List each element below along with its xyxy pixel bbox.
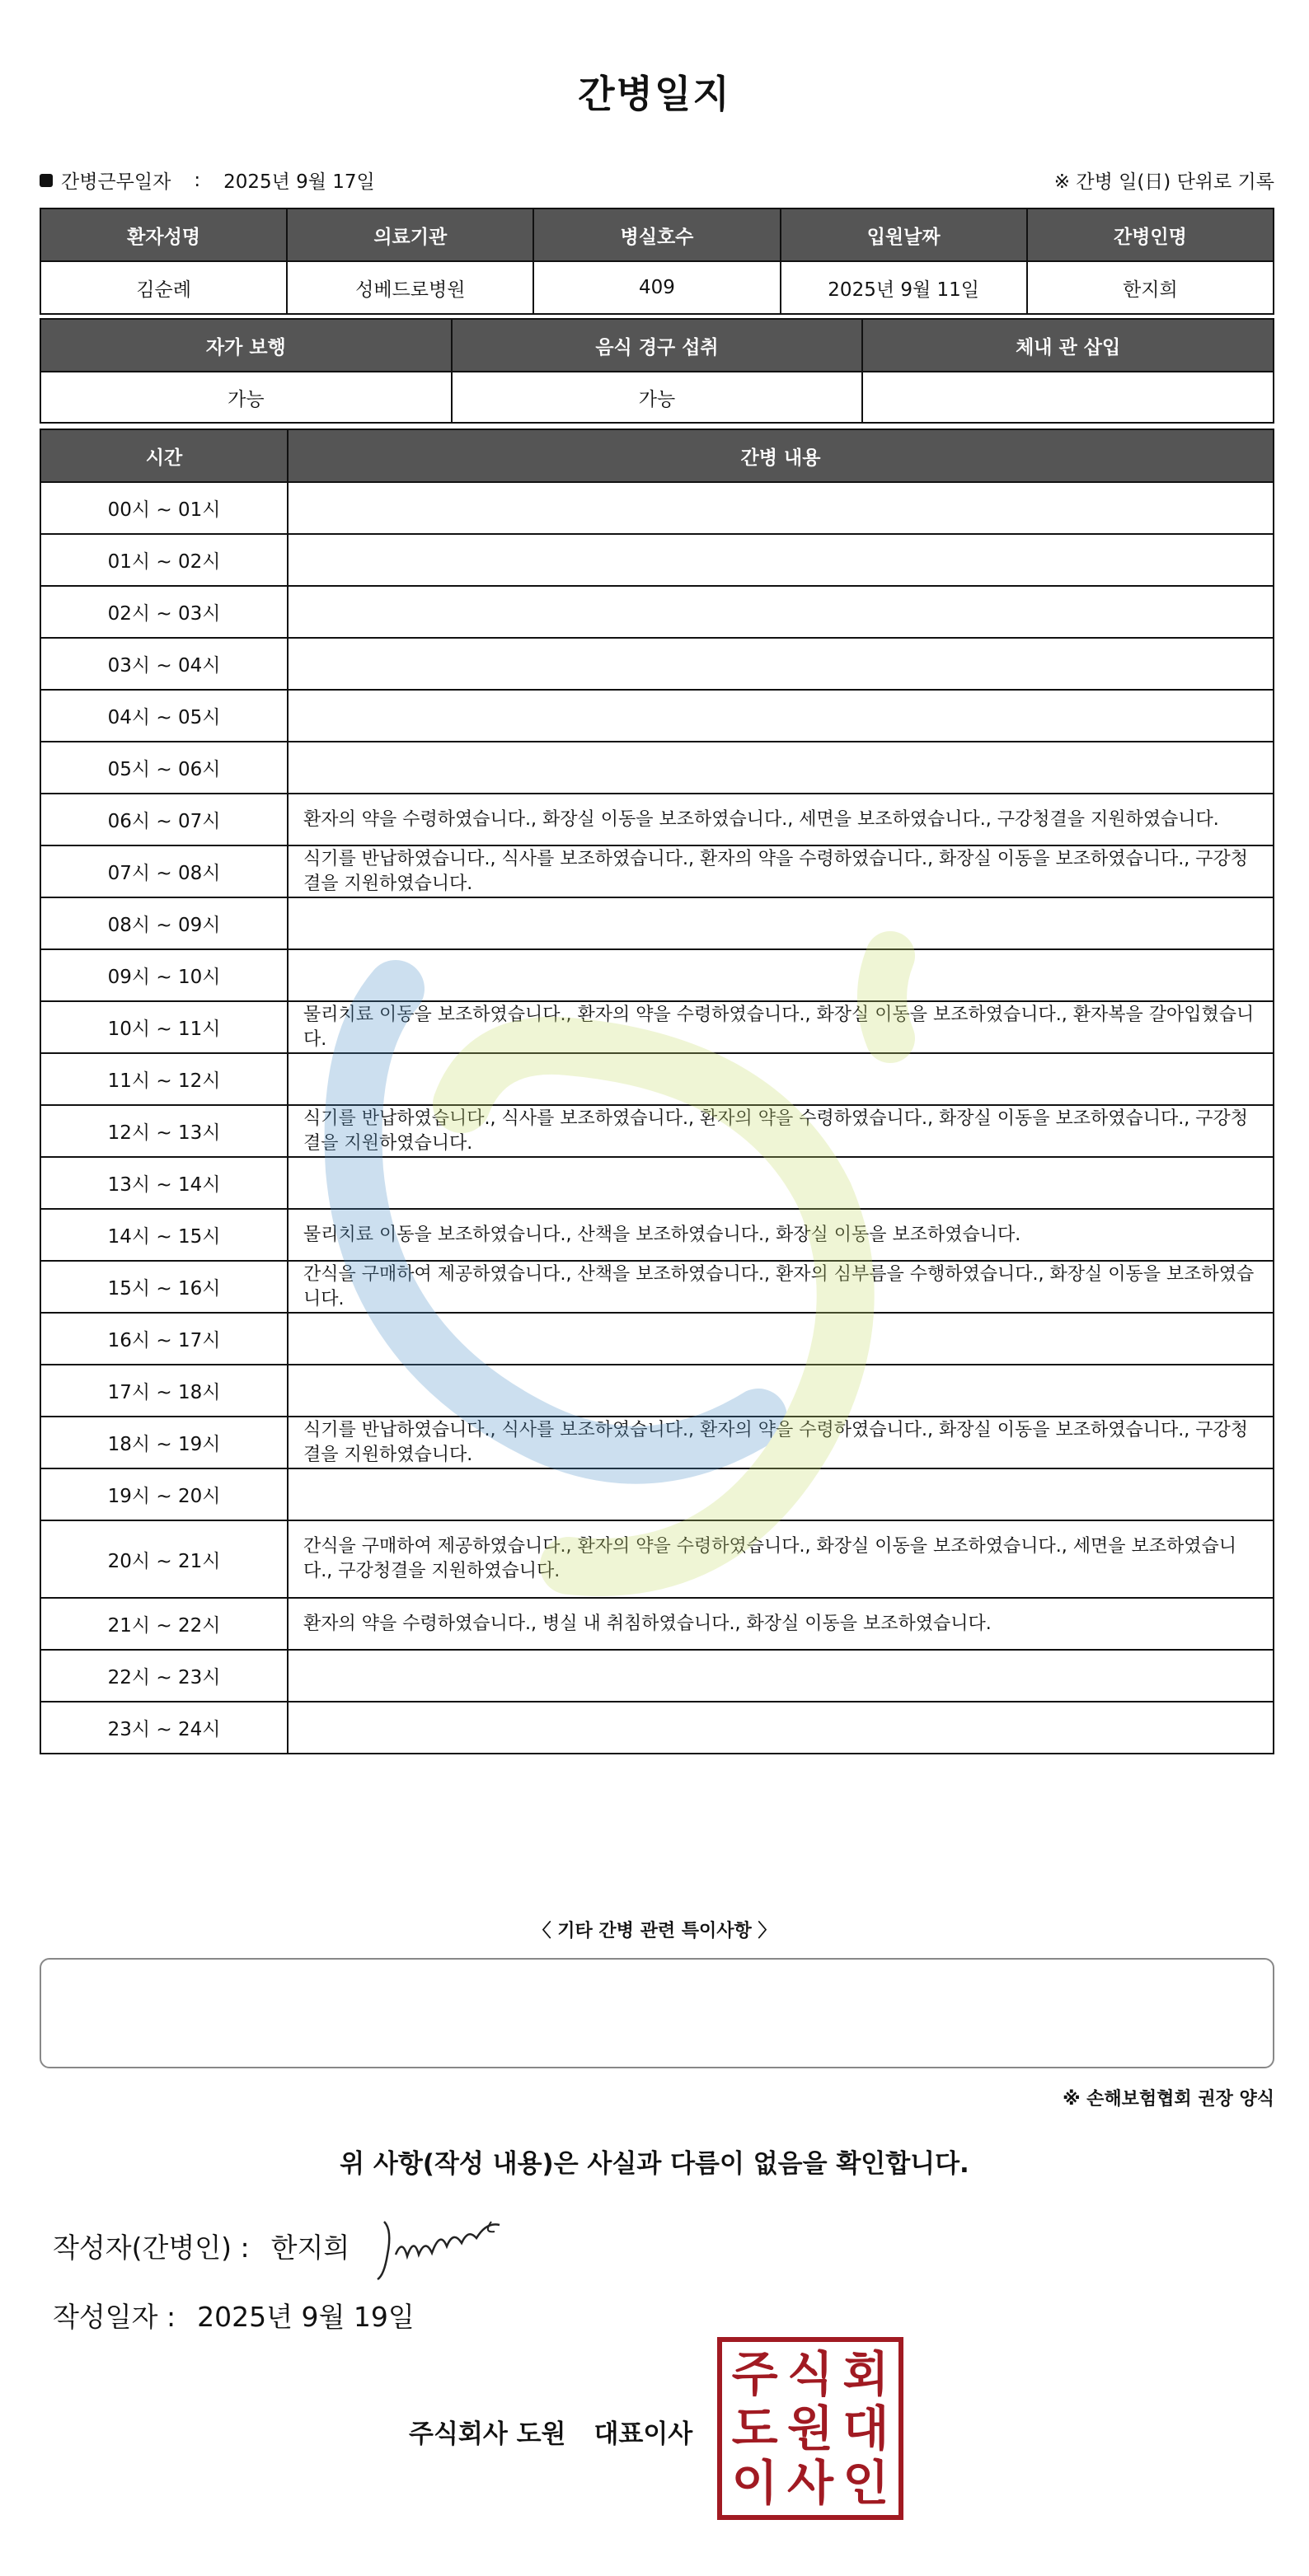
- care-content-cell: 물리치료 이동을 보조하였습니다., 산책을 보조하였습니다., 화장실 이동을 보조하였습니다.: [288, 1209, 1274, 1261]
- care-content-cell: [288, 1365, 1274, 1417]
- time-cell: 13시 ~ 14시: [40, 1157, 288, 1209]
- care-content-cell: [288, 690, 1274, 742]
- oral-intake: 가능: [452, 372, 863, 423]
- table-row: [40, 1365, 1274, 1417]
- care-content-cell: 환자의 약을 수령하였습니다., 화장실 이동을 보조하였습니다., 세면을 보조하였습니다., 구강청결을 지원하였습니다.: [288, 794, 1274, 845]
- header-caregiver: 간병인명: [1027, 208, 1274, 261]
- table-row: [40, 586, 1274, 638]
- company-ceo: 대표이사: [594, 2419, 693, 2449]
- table-row: [40, 1053, 1274, 1105]
- table-row: [40, 1209, 1274, 1261]
- time-cell: 16시 ~ 17시: [40, 1313, 288, 1365]
- time-cell: 17시 ~ 18시: [40, 1365, 288, 1417]
- time-cell: 15시 ~ 16시: [40, 1261, 288, 1313]
- time-cell: 06시 ~ 07시: [40, 794, 288, 845]
- confirmation-text: 위 사항(작성 내용)은 사실과 다름이 없음을 확인합니다.: [340, 2149, 969, 2179]
- care-content-cell: [288, 897, 1274, 949]
- care-content-cell: 환자의 약을 수령하였습니다., 병실 내 취침하였습니다., 화장실 이동을 보조하였습니다.: [288, 1598, 1274, 1650]
- table-row: [40, 690, 1274, 742]
- written-date-line: [53, 2296, 415, 2335]
- company-seal-stamp: 주 식 회 도 원 대 이 사 인: [717, 2337, 903, 2520]
- work-date-value: 2025년 9월 17일: [223, 171, 375, 193]
- patient-status-table: [40, 318, 1274, 424]
- time-cell: 07시 ~ 08시: [40, 845, 288, 897]
- table-row: [40, 1313, 1274, 1365]
- bullet-square-icon: [40, 174, 53, 187]
- room-number: 409: [533, 261, 780, 314]
- table-row: [40, 794, 1274, 845]
- table-row: [40, 482, 1274, 534]
- unit-note: ※ 간병 일(日) 단위로 기록: [1053, 171, 1274, 193]
- time-cell: 11시 ~ 12시: [40, 1053, 288, 1105]
- header-oral-intake: 음식 경구 섭취: [452, 319, 863, 372]
- table-row: [40, 1001, 1274, 1053]
- header-care-content: 간병 내용: [288, 429, 1274, 482]
- time-cell: 23시 ~ 24시: [40, 1702, 288, 1754]
- table-row: [40, 638, 1274, 690]
- header-hospital: 의료기관: [287, 208, 533, 261]
- care-content-cell: [288, 482, 1274, 534]
- table-row: [40, 1468, 1274, 1520]
- care-content-cell: [288, 742, 1274, 794]
- time-cell: 03시 ~ 04시: [40, 638, 288, 690]
- time-cell: 00시 ~ 01시: [40, 482, 288, 534]
- care-content-cell: [288, 1468, 1274, 1520]
- care-log-table: [40, 429, 1274, 1754]
- care-content-cell: 간식을 구매하여 제공하였습니다., 산책을 보조하였습니다., 환자의 심부름을 수행하였습니다., 화장실 이동을 보조하였습니다.: [288, 1261, 1274, 1313]
- table-row: [40, 1598, 1274, 1650]
- care-content-cell: [288, 949, 1274, 1001]
- writer-line: [53, 2227, 350, 2265]
- written-date-label: 작성일자 :: [53, 2301, 176, 2333]
- company-line: [409, 2413, 692, 2450]
- table-row: [40, 534, 1274, 586]
- patient-name: 김순례: [40, 261, 287, 314]
- table-row: [40, 949, 1274, 1001]
- handwritten-signature: [368, 2205, 516, 2288]
- care-content-cell: 식기를 반납하였습니다., 식사를 보조하였습니다., 환자의 약을 수령하였습니다., 화장실 이동을 보조하였습니다., 구강청결을 지원하였습니다.: [288, 1417, 1274, 1468]
- work-date: [40, 166, 375, 194]
- care-content-cell: 물리치료 이동을 보조하였습니다., 환자의 약을 수령하였습니다., 화장실 이동을 보조하였습니다., 환자복을 갈아입혔습니다.: [288, 1001, 1274, 1053]
- time-cell: 10시 ~ 11시: [40, 1001, 288, 1053]
- self-walking: 가능: [40, 372, 452, 423]
- table-row: [40, 1520, 1274, 1598]
- care-content-cell: [288, 534, 1274, 586]
- care-content-cell: [288, 1313, 1274, 1365]
- time-cell: 05시 ~ 06시: [40, 742, 288, 794]
- time-cell: 22시 ~ 23시: [40, 1650, 288, 1702]
- table-row: [40, 897, 1274, 949]
- care-content-cell: [288, 1650, 1274, 1702]
- caregiver-name: 한지희: [1027, 261, 1274, 314]
- care-content-cell: [288, 1157, 1274, 1209]
- header-room: 병실호수: [533, 208, 780, 261]
- table-row: [40, 845, 1274, 897]
- special-notes-box: [40, 1958, 1274, 2068]
- time-cell: 20시 ~ 21시: [40, 1520, 288, 1598]
- care-content-cell: [288, 1053, 1274, 1105]
- time-cell: 14시 ~ 15시: [40, 1209, 288, 1261]
- patient-info-table: [40, 208, 1274, 315]
- time-cell: 08시 ~ 09시: [40, 897, 288, 949]
- care-content-cell: 식기를 반납하였습니다., 식사를 보조하였습니다., 환자의 약을 수령하였습니다., 화장실 이동을 보조하였습니다., 구강청결을 지원하였습니다.: [288, 845, 1274, 897]
- written-date-value: 2025년 9월 19일: [197, 2301, 415, 2333]
- tube-insertion: [862, 372, 1274, 423]
- time-cell: 04시 ~ 05시: [40, 690, 288, 742]
- care-content-cell: [288, 586, 1274, 638]
- company-name: 주식회사 도원: [409, 2419, 566, 2449]
- table-row: [40, 1702, 1274, 1754]
- care-content-cell: [288, 1702, 1274, 1754]
- header-self-walking: 자가 보행: [40, 319, 452, 372]
- time-cell: 18시 ~ 19시: [40, 1417, 288, 1468]
- header-patient-name: 환자성명: [40, 208, 287, 261]
- document-title: 간병일지: [578, 72, 731, 116]
- table-row: [40, 1650, 1274, 1702]
- association-note: ※ 손해보험협회 권장 양식: [1063, 2089, 1274, 2110]
- header-admission-date: 입원날짜: [781, 208, 1027, 261]
- admission-date: 2025년 9월 11일: [781, 261, 1027, 314]
- hospital: 성베드로병원: [287, 261, 533, 314]
- work-date-sep: :: [194, 169, 201, 191]
- header-tube-insertion: 체내 관 삽입: [862, 319, 1274, 372]
- writer-name: 한지희: [270, 2232, 350, 2264]
- time-cell: 12시 ~ 13시: [40, 1105, 288, 1157]
- table-row: [40, 1105, 1274, 1157]
- table-row: [40, 1157, 1274, 1209]
- table-row: [40, 1417, 1274, 1468]
- time-cell: 01시 ~ 02시: [40, 534, 288, 586]
- time-cell: 02시 ~ 03시: [40, 586, 288, 638]
- time-cell: 21시 ~ 22시: [40, 1598, 288, 1650]
- special-notes-title: 〈 기타 간병 관련 특이사항 〉: [533, 1921, 776, 1941]
- time-cell: 19시 ~ 20시: [40, 1468, 288, 1520]
- work-date-label: 간병근무일자: [61, 171, 171, 193]
- table-row: [40, 742, 1274, 794]
- care-content-cell: 식기를 반납하였습니다., 식사를 보조하였습니다., 환자의 약을 수령하였습니다., 화장실 이동을 보조하였습니다., 구강청결을 지원하였습니다.: [288, 1105, 1274, 1157]
- table-row: [40, 1261, 1274, 1313]
- header-time: 시간: [40, 429, 288, 482]
- care-content-cell: [288, 638, 1274, 690]
- writer-label: 작성자(간병인) :: [53, 2232, 250, 2264]
- care-content-cell: 간식을 구매하여 제공하였습니다., 환자의 약을 수령하였습니다., 화장실 이동을 보조하였습니다., 세면을 보조하였습니다., 구강청결을 지원하였습니다.: [288, 1520, 1274, 1598]
- time-cell: 09시 ~ 10시: [40, 949, 288, 1001]
